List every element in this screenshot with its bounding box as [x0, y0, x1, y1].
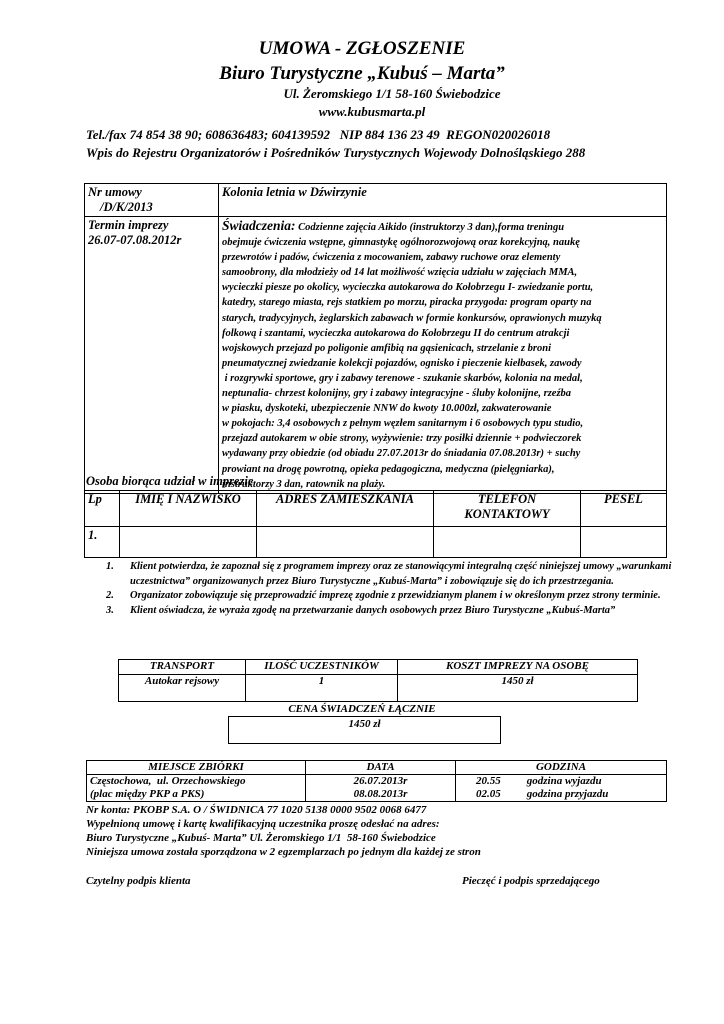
send-address: Biuro Turystyczne „Kubuś- Marta” Ul. Żeromskiego 1/1 58-160 Świebodzice	[86, 832, 436, 844]
services-line: wydawany przy obiedzie (od obiadu 27.07.2013r do śniadania 07.08.2013r) + suchy	[222, 448, 581, 460]
total-price-value: 1450 zł	[228, 716, 501, 744]
participant-header-row	[85, 491, 667, 527]
contract-number-value: /D/K/2013	[100, 200, 153, 214]
services-line: obejmuje ćwiczenia wstępne, gimnastykę ogólnorozwojową oraz korekcyjną, naukę	[222, 237, 580, 249]
client-signature-label: Czytelny podpis klienta	[86, 875, 191, 887]
services-line: prowiant na drogę powrotną, opieka pedagogiczna, medyczna (pielęgniarka),	[222, 463, 555, 475]
meeting-place-header: MIEJSCE ZBIÓRKI	[87, 761, 306, 775]
header-lp: Lp	[85, 491, 120, 527]
services-line: wycieczki piesze po okolicy, wycieczka autokarowa do Kołobrzegu I- zwiedzanie portu,	[222, 282, 594, 294]
meeting-place-cell	[87, 775, 306, 802]
copies-note: Niniejsza umowa została sporządzona w 2 egzemplarzach po jednym dla każdej ze stron	[86, 846, 481, 858]
services-line: Codzienne zajęcia Aikido (instruktorzy 3 dan),forma treningu	[298, 222, 565, 233]
total-price-label: CENA ŚWIADCZEŃ ŁĄCZNIE	[288, 703, 436, 715]
participant-table	[84, 490, 667, 558]
trip-name: Kolonia letnia w Dźwirzynie	[219, 184, 667, 217]
meeting-place-line: (plac między PKP a PKS)	[90, 788, 205, 800]
transport-header: TRANSPORT	[119, 660, 246, 675]
contract-number-cell	[85, 184, 219, 217]
services-line: przejazd autokarem w obie strony, wyżywienie: trzy posiłki dziennie + podwieczorek	[222, 433, 582, 445]
services-line: folkową i szantami, wycieczka autokarowa do Kołobrzegu II do centrum atrakcji	[222, 327, 570, 339]
services-row	[85, 217, 667, 494]
transport-table	[118, 659, 638, 702]
clause-text: Klient potwierdza, że zapoznał się z programem imprezy oraz ze stanowiącymi integralną część niniejszej umowy „warunkami uczestnictwa” organizowanych przez Biuro Turystyczne „Kubuś-Marta” i zobowiązuje się do ich przestrzegania.	[130, 561, 672, 587]
contract-table	[84, 183, 667, 494]
participant-row	[85, 527, 667, 558]
registry-line: Wpis do Rejestru Organizatorów i Pośredników Turystycznych Wojewody Dolnośląskiego 288	[86, 145, 586, 160]
transport-header-row	[119, 660, 638, 675]
meeting-place-line: Częstochowa, ul. Orzechowskiego	[90, 775, 246, 787]
clause-item	[106, 560, 686, 589]
cost-per-person-header: KOSZT IMPREZY NA OSOBĘ	[398, 660, 638, 675]
clause-number: 3.	[106, 604, 114, 616]
company-address: Ul. Żeromskiego 1/1 58-160 Świebodzice	[283, 86, 501, 101]
company-name: Biuro Turystyczne „Kubuś – Marta”	[219, 63, 505, 84]
services-line: neptunalia- chrzest kolonijny, gry i zabawy integracyjne - śluby kolonijne, rzeźba	[222, 388, 572, 400]
meeting-date-cell	[306, 775, 456, 802]
arrival-time-line	[476, 788, 663, 801]
services-cell	[219, 217, 667, 494]
arrival-time: 02.05	[476, 788, 501, 800]
header-pesel: PESEL	[581, 491, 667, 527]
seller-signature-label: Pieczęć i podpis sprzedającego	[462, 875, 600, 887]
services-line: katedry, starego miasta, rejs statkiem po morzu, piracka przygoda: program oparty na	[222, 297, 592, 309]
contract-number-label: Nr umowy	[88, 185, 142, 199]
document-title: UMOWA - ZGŁOSZENIE	[258, 38, 466, 59]
arrival-time-label: godzina przyjazdu	[526, 788, 609, 800]
clause-item	[106, 589, 686, 604]
date-cell	[85, 217, 219, 494]
services-line: w pokojach: 3,4 osobowych z pełnym węzłem sanitarnym i 6 osobowych typu studio,	[222, 418, 584, 430]
date-label: Termin imprezy	[88, 218, 169, 232]
services-line: wojskowych przejazd po poligonie amfibią na gąsienicach, strzelanie z broni	[222, 342, 552, 354]
header-phone: TELEFON KONTAKTOWY	[434, 491, 581, 527]
services-line: instruktorzy 3 dan, ratownik na plaży.	[222, 478, 386, 490]
participants-count-value: 1	[246, 675, 398, 702]
services-line: i rozgrywki sportowe, gry i zabawy terenowe - szukanie skarbów, kolonia na medal,	[222, 372, 583, 384]
services-line: pneumatycznej zwiedzanie kolekcji pojazdów, ognisko i pieczenie kiełbasek, zawody	[222, 357, 582, 369]
contract-number-row	[85, 184, 667, 217]
participants-count-header: ILOŚĆ UCZESTNIKÓW	[246, 660, 398, 675]
departure-time-line	[476, 775, 663, 788]
send-instruction: Wypełnioną umowę i kartę kwalifikacyjną uczestnika proszę odesłać na adres:	[86, 818, 440, 830]
bank-account: Nr konta: PKOBP S.A. O / ŚWIDNICA 77 1020 5138 0000 9502 0068 6477	[86, 804, 427, 816]
clause-text: Klient oświadcza, że wyraża zgodę na przetwarzanie danych osobowych przez Biuro Turystyczne „Kubuś-Marta”	[130, 604, 616, 616]
services-line: samoobrony, dla młodzieży od 14 lat możliwość wzięcia udziału w zajęciach MMA,	[222, 267, 578, 279]
departure-time-label: godzina wyjazdu	[526, 775, 602, 787]
transport-value: Autokar rejsowy	[119, 675, 246, 702]
services-line: starych, tradycyjnych, żeglarskich zabawach w formie konkursów, oprawionych muzyką	[222, 312, 602, 324]
participant-pesel-field[interactable]	[581, 527, 667, 558]
meeting-header-row	[87, 761, 667, 775]
header-name: IMIĘ I NAZWISKO	[120, 491, 257, 527]
header-address: ADRES ZAMIESZKANIA	[257, 491, 434, 527]
services-line: przewrotów i padów, ćwiczenia z mocowaniem, zabawy ruchowe oraz elementy	[222, 252, 561, 264]
clauses-list	[106, 560, 686, 618]
meeting-time-cell	[456, 775, 667, 802]
services-line: w piasku, dyskoteki, ubezpieczenie NNW do kwoty 10.000zł, zakwaterowanie	[222, 403, 552, 415]
company-website: www.kubusmarta.pl	[318, 104, 426, 119]
clause-item	[106, 604, 686, 619]
meeting-date-header: DATA	[306, 761, 456, 775]
participant-lp: 1.	[85, 527, 120, 558]
clause-text: Organizator zobowiązuje się przeprowadzić imprezę zgodnie z przewidzianym planem i w określonym przez strony terminie.	[130, 590, 661, 601]
arrival-date: 08.08.2013r	[353, 788, 408, 800]
services-label: Świadczenia:	[222, 218, 296, 233]
meeting-table	[86, 760, 667, 802]
participant-section-title: Osoba biorąca udział w imprezie	[86, 474, 254, 488]
clause-number: 2.	[106, 590, 114, 601]
transport-values-row	[119, 675, 638, 702]
departure-time: 20.55	[476, 775, 501, 787]
clause-number: 1.	[106, 561, 114, 572]
departure-date: 26.07.2013r	[353, 775, 408, 787]
meeting-values-row	[87, 775, 667, 802]
contact-line: Tel./fax 74 854 38 90; 608636483; 604139592 NIP 884 136 23 49 REGON020026018	[86, 127, 551, 142]
meeting-time-header: GODZINA	[456, 761, 667, 775]
participant-name-field[interactable]	[120, 527, 257, 558]
participant-address-field[interactable]	[257, 527, 434, 558]
cost-per-person-value: 1450 zł	[398, 675, 638, 702]
date-value: 26.07-07.08.2012r	[88, 233, 182, 247]
participant-phone-field[interactable]	[434, 527, 581, 558]
